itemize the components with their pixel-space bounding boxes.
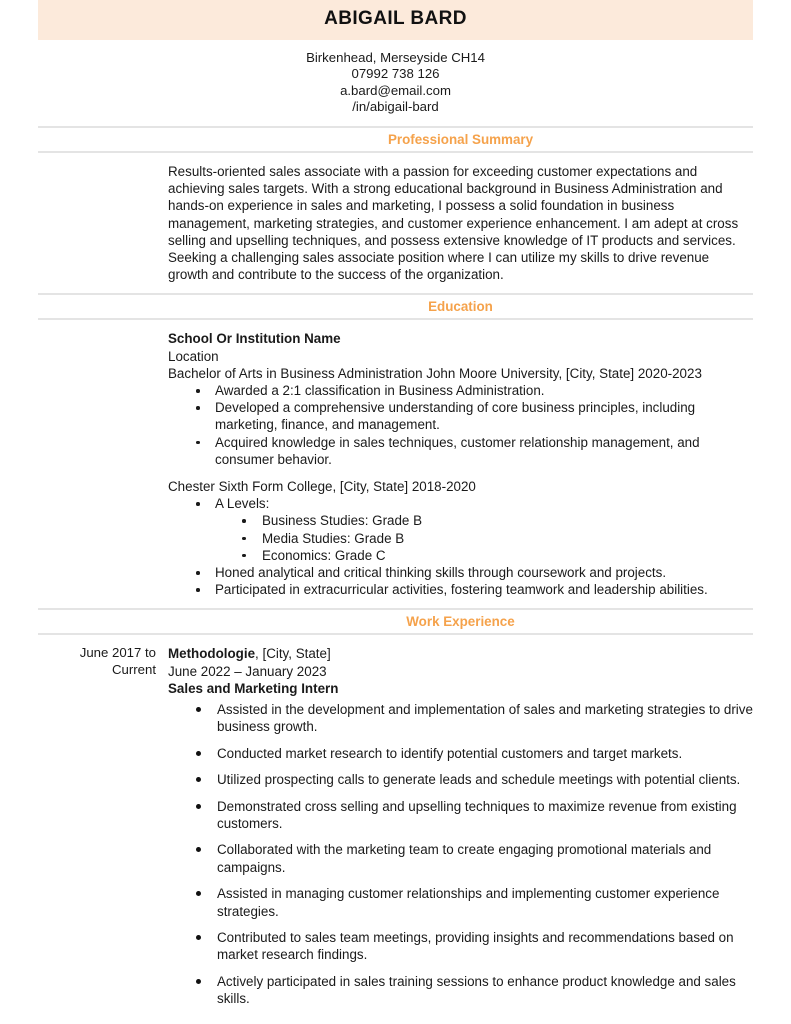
section-heading-row (38, 128, 753, 151)
degree-line: Bachelor of Arts in Business Administration John Moore University, [City, State] 2020-2023 (168, 365, 702, 381)
company-location: , [City, State] (255, 646, 331, 662)
resume-sheet (38, 0, 753, 1017)
list-item: Utilized prospecting calls to generate leads and schedule meetings with potential clients. (168, 771, 753, 788)
list-item: Contributed to sales team meetings, providing insights and recommendations based on market research findings. (168, 929, 753, 964)
job-title: Sales and Marketing Intern (168, 680, 339, 696)
section-heading-row (38, 610, 753, 633)
degree-bullet-list (168, 382, 753, 468)
summary-row (38, 163, 753, 283)
section-heading-row (38, 295, 753, 318)
college-bullet-list (168, 564, 753, 598)
a-levels-label-list (168, 495, 753, 512)
list-item: Economics: Grade C (168, 547, 753, 564)
work-bullet-list (168, 701, 753, 1008)
list-item: Awarded a 2:1 classification in Business Administration. (168, 382, 753, 399)
college-line: Chester Sixth Form College, [City, State] 2018-2020 (168, 478, 476, 494)
company-name: Methodologie (168, 646, 256, 662)
a-levels-list (168, 512, 753, 564)
contact-address: Birkenhead, Merseyside CH14 (306, 49, 485, 65)
contact-linkedin: /in/abigail-bard (352, 99, 439, 115)
list-item: Collaborated with the marketing team to create engaging promotional materials and campaigns. (168, 841, 753, 876)
list-item: Participated in extracurricular activities, fostering teamwork and leadership abilities. (168, 581, 753, 598)
list-item: A Levels: (168, 495, 753, 512)
list-item: Acquired knowledge in sales techniques, customer relationship management, and consumer behavior. (168, 434, 753, 468)
name-banner (38, 0, 753, 40)
work-row (38, 645, 753, 1016)
list-item: Honed analytical and critical thinking skills through coursework and projects. (168, 564, 753, 581)
section-title-education: Education (428, 299, 493, 315)
section-professional-summary (38, 126, 753, 293)
list-item: Business Studies: Grade B (168, 512, 753, 529)
contact-phone: 07992 738 126 (351, 66, 440, 82)
list-item: Actively participated in sales training sessions to enhance product knowledge and sales skills. (168, 973, 753, 1008)
list-item: Assisted in managing customer relationships and implementing customer experience strategies. (168, 885, 753, 920)
work-content (162, 645, 753, 1016)
work-date-range: June 2017 to Current (79, 645, 156, 677)
section-work-experience (38, 608, 753, 1016)
section-title-work: Work Experience (406, 614, 515, 630)
list-item: Assisted in the development and implementation of sales and marketing strategies to drive business growth. (168, 701, 753, 736)
section-title-summary: Professional Summary (387, 131, 534, 147)
candidate-name: ABIGAIL BARD (324, 8, 467, 29)
school-name: School Or Institution Name (168, 331, 341, 347)
school-location: Location (168, 348, 219, 364)
list-item: Conducted market research to identify potential customers and target markets. (168, 745, 753, 762)
list-item: Media Studies: Grade B (168, 530, 753, 547)
employment-dates: June 2022 – January 2023 (168, 663, 327, 679)
contact-block (38, 40, 753, 126)
summary-text: Results-oriented sales associate with a passion for exceeding customer expectations and achieving sales targets. With a strong educational background in Business Administration and hands-on experience in sales and marketing, I possess a solid foundation in business management, marketing strategies, and customer experience enhancement. I am adept at cross selling and upselling techniques, and possess extensive knowledge of IT products and services. Seeking a challenging sales associate position where I can utilize my skills to drive revenue growth and contribute to the success of the organization. (168, 163, 739, 283)
contact-email: a.bard@email.com (340, 82, 451, 98)
education-row (38, 330, 753, 598)
education-content (162, 330, 753, 598)
list-item: Demonstrated cross selling and upselling techniques to maximize revenue from existing customers. (168, 798, 753, 833)
summary-content (162, 163, 753, 283)
company-line (168, 645, 753, 662)
section-education (38, 293, 753, 608)
list-item: Developed a comprehensive understanding of core business principles, including marketing, finance, and management. (168, 399, 753, 433)
